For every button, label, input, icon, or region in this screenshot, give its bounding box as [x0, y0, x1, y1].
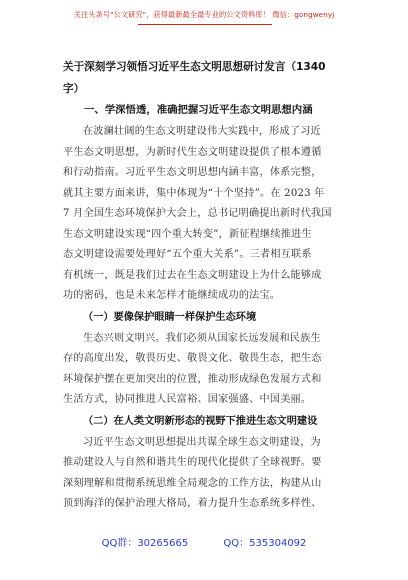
- footer-qq-group: QQ群：30265665: [101, 538, 189, 549]
- paragraph-line: 推动建设人与自然和谐共生的现代化提供了全球视野。要: [63, 457, 322, 468]
- paragraph-line: 和行动指南。习近平生态文明思想内涵丰富，体系完整，: [63, 167, 322, 178]
- document-body: [63, 56, 349, 515]
- paragraph-line: 平生态文明思想，为新时代生态文明建设提供了根本遵循: [63, 146, 322, 158]
- subsection-1-heading: （一）要像保护眼睛一样保护生态环境: [83, 311, 257, 323]
- section-1-paragraph: [63, 122, 349, 307]
- title-line-2: 字）: [63, 83, 85, 95]
- paragraph-line: 有机统一，既是我们过去在生态文明建设上为什么能够成: [63, 269, 322, 281]
- footer-contact: [0, 534, 408, 549]
- paragraph-line: 7 月全国生态环境保护大会上，总书记明确提出新时代我国: [63, 208, 332, 219]
- header-banner: 关注头条号"公文研究"，获得最新最全最专业的公文资料库！ 微信：gongwenyj: [73, 10, 335, 19]
- title-line-1: 关于深刻学习领悟习近平生态文明思想研讨发言（1340: [63, 61, 326, 73]
- subsection-2-heading: （二）在人类文明新形态的视野下推进生态文明建设: [83, 415, 318, 427]
- subsection-2-paragraph: [63, 433, 349, 515]
- section-1-heading: 一、学深悟透，准确把握习近平生态文明思想内涵: [84, 104, 313, 116]
- paragraph-line: 在波澜壮阔的生态文明建设伟大实践中，形成了习近: [83, 126, 321, 137]
- paragraph-line: 生态兴则文明兴。我们必须从国家长远发展和民族生: [83, 332, 321, 344]
- paragraph-line: 存的高度出发，敬畏历史、敬畏文化、敬畏生态，把生态: [63, 353, 322, 364]
- paragraph-line: 环境保护摆在更加突出的位置，推动形成绿色发展方式和: [63, 373, 322, 385]
- paragraph-line: 顶到海洋的保护治理大格局，着力提升生态系统多样性、: [63, 498, 322, 509]
- paragraph-line: 就其主要方面来讲，集中体现为“十个坚持”。在 2023 年: [63, 187, 325, 199]
- paragraph-line: 习近平生态文明思想提出共谋全球生态文明建设，为: [83, 436, 321, 448]
- paragraph-line: 生态文明建设实现“四个重大转变”，新征程继续推进生: [63, 228, 312, 240]
- document-title: [63, 56, 349, 100]
- banner-underline: [138, 24, 272, 25]
- paragraph-line: 功的密码，也是未来怎样才能继续成功的法宝。: [63, 290, 281, 301]
- paragraph-line: 深刻理解和贯彻系统思维全局观念的工作方法，构建从山: [63, 477, 322, 489]
- paragraph-line: 态文明建设需要处理好“五个重大关系”。三者相互联系: [63, 249, 312, 260]
- subsection-1-paragraph: [63, 329, 349, 411]
- footer-qq-number: QQ：535304092: [223, 538, 307, 549]
- paragraph-line: 生活方式，协同推进人民富裕、国家强盛、中国美丽。: [63, 394, 312, 405]
